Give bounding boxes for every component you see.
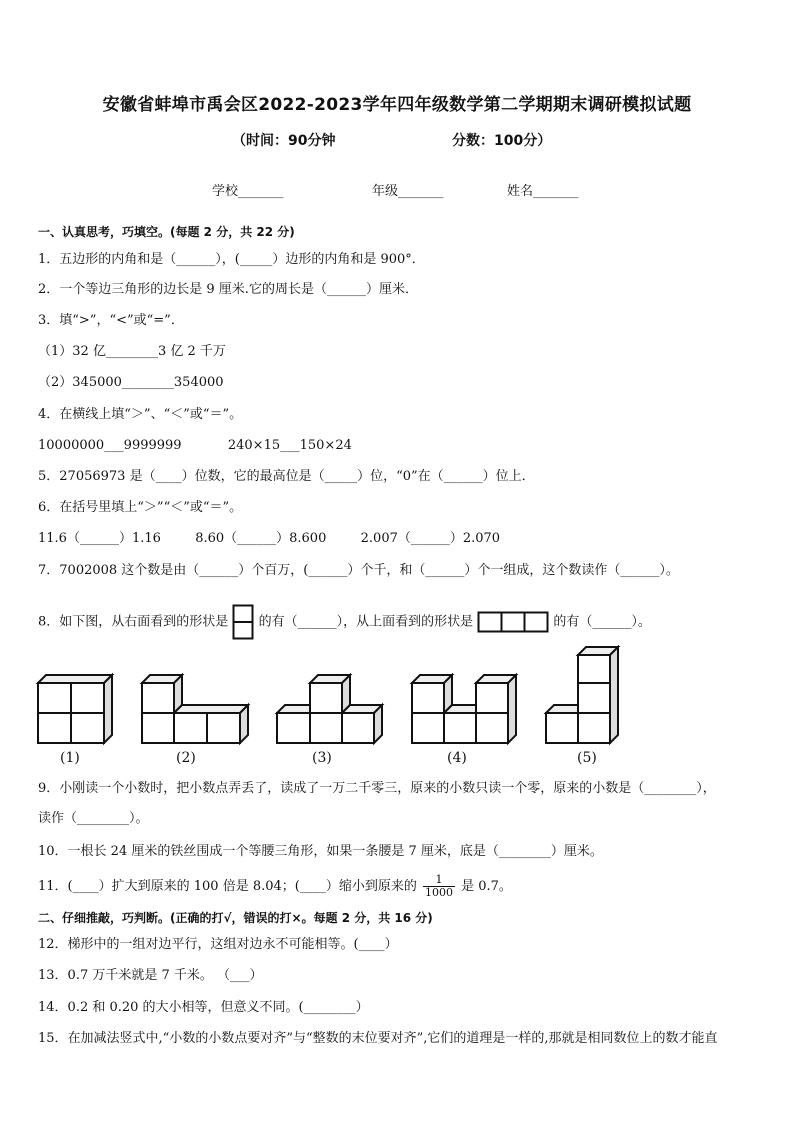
question-4-a: 10000000___9999999 [38, 438, 182, 453]
question-5: 5．27056973 是（____）位数，它的最高位是（_____）位，“0”在（______）位上． [38, 469, 535, 484]
question-11 [38, 872, 512, 904]
question-11-part1: 11．(____）扩大到原来的 100 倍是 8.04；(____）缩小到原来的 [38, 879, 417, 894]
fraction-numerator: 1 [423, 874, 455, 887]
figure-2-label: (2) [176, 750, 196, 766]
question-7: 7．7002008 这个数是由（______）个百万，(______）个千，和（______）个一组成，这个数读作（______）。 [38, 563, 679, 578]
question-4-b: 240×15___150×24 [227, 438, 352, 453]
fraction-1-1000 [423, 874, 455, 899]
question-6-items [38, 530, 500, 548]
question-3-2: （2）345000________354000 [38, 375, 224, 390]
figure-4-label: (4) [447, 750, 467, 766]
question-12: 12．梯形中的一组对边平行，这组对边永不可能相等。(____） [38, 937, 398, 952]
question-8 [38, 604, 651, 644]
question-6-b: 8.60（______）8.600 [195, 531, 327, 546]
figure-5-cubes [546, 647, 618, 743]
question-1: 1．五边形的内角和是（______），(_____）边形的内角和是 900°． [38, 252, 425, 267]
question-9a: 9．小刚读一个小数时，把小数点弄丢了，读成了一万二千零三，原来的小数只读一个零，原来的小数是（________）， [38, 781, 716, 796]
question-6: 6．在括号里填上“＞”“＜”或“＝”。 [38, 500, 243, 515]
question-6-c: 2.007（______）2.070 [360, 531, 501, 546]
top-view-shape [477, 611, 549, 633]
question-6-a: 11.6（______）1.16 [38, 531, 161, 546]
fraction-denominator: 1000 [424, 886, 453, 899]
figure-4-cubes [412, 675, 516, 743]
question-4: 4．在横线上填“＞”、“＜”或“＝”。 [38, 407, 243, 422]
grade-field: 年级_______ [372, 184, 444, 199]
figure-3-cubes [277, 675, 382, 743]
question-10: 10．一根长 24 厘米的铁丝围成一个等腰三角形，如果一条腰是 7 厘米，底是（________）厘米。 [38, 844, 603, 859]
question-3: 3．填“>”，“<”或“=”． [38, 313, 184, 328]
time-limit: （时间：90分钟 [232, 133, 336, 149]
question-4-items [38, 437, 352, 455]
question-3-1: （1）32 亿________3 亿 2 千万 [38, 344, 226, 359]
name-field: 姓名_______ [507, 184, 579, 199]
figure-3-label: (3) [312, 750, 332, 766]
figure-1-cubes [38, 675, 112, 743]
section1-heading: 一、认真思考，巧填空。(每题 2 分，共 22 分) [38, 225, 295, 239]
question-8-part3: 的有（______）。 [553, 614, 651, 630]
question-2: 2．一个等边三角形的边长是 9 厘米.它的周长是（______）厘米． [38, 282, 418, 297]
total-score: 分数：100分） [452, 133, 552, 149]
question-8-part1: 8．如下图，从右面看到的形状是 [38, 614, 229, 630]
figure-2-cubes [142, 675, 248, 743]
question-8-part2: 的有（______），从上面看到的形状是 [258, 614, 474, 630]
question-9b: 读作（________）。 [38, 811, 149, 826]
section2-heading: 二、仔细推敲，巧判断。(正确的打√，错误的打×。每题 2 分，共 16 分) [38, 911, 433, 925]
question-15: 15．在加减法竖式中,“小数的小数点要对齐”与“整数的末位要对齐”,它们的道理是一样的,那就是相同数位上的数才能直 [38, 1031, 718, 1046]
exam-title: 安徽省蚌埠市禹会区2022-2023学年四年级数学第二学期期末调研模拟试题 [102, 95, 692, 115]
figure-1-label: (1) [60, 750, 80, 766]
question-13: 13．0.7 万千米就是 7 千米。 （___） [38, 968, 263, 983]
school-field: 学校_______ [212, 184, 284, 199]
figure-5-label: (5) [577, 750, 597, 766]
question-11-part2: 是 0.7。 [461, 879, 512, 894]
right-view-shape [232, 604, 254, 640]
question-14: 14．0.2 和 0.20 的大小相等，但意义不同。(________） [38, 1000, 369, 1015]
